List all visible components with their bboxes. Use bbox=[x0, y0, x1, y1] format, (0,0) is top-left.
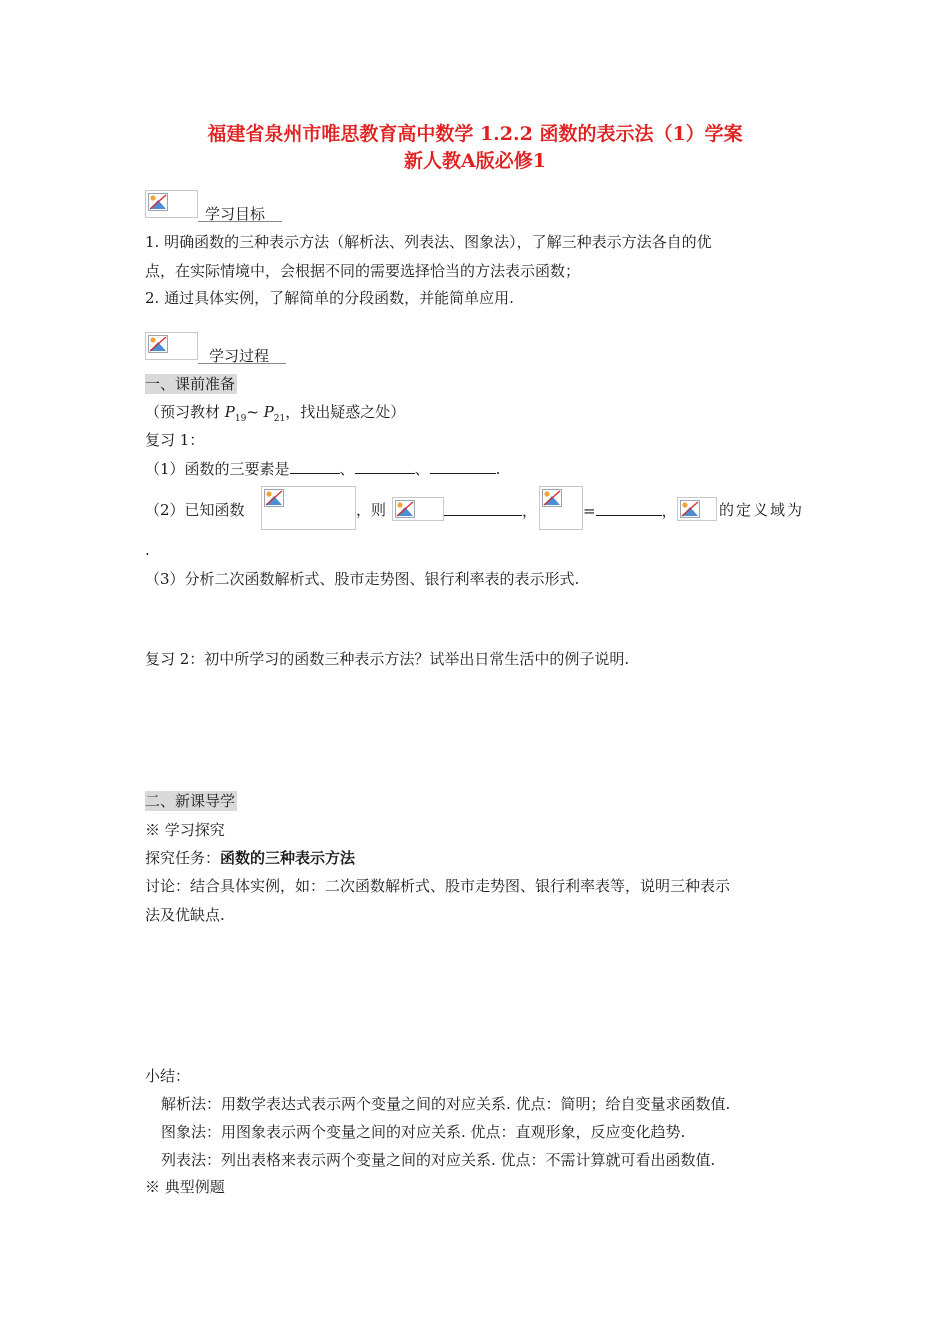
formula-image-placeholder bbox=[539, 486, 583, 530]
broken-image-icon bbox=[264, 489, 284, 507]
question1-text: （1）函数的三要素是 bbox=[145, 460, 290, 478]
broken-image-icon bbox=[542, 489, 562, 507]
goals-heading-underline bbox=[198, 221, 282, 222]
heading-image-placeholder bbox=[145, 190, 198, 218]
page-tilde: ~ bbox=[246, 403, 264, 421]
part1-heading: 一、课前准备 bbox=[145, 375, 236, 393]
preview-prefix: （预习教材 bbox=[145, 403, 225, 421]
goals-item1-line2: 点，在实际情境中，会根据不同的需要选择恰当的方法表示函数； bbox=[145, 262, 581, 280]
process-heading: 学习过程 bbox=[209, 347, 270, 365]
question2-eq: = bbox=[583, 502, 596, 520]
review1-label: 复习 1： bbox=[145, 431, 205, 449]
question2-suffix: 的定义域为 bbox=[719, 501, 805, 519]
question2-comma2: ， bbox=[661, 502, 677, 520]
review2: 复习 2：初中所学习的函数三种表示方法？试举出日常生活中的例子说明. bbox=[145, 650, 630, 668]
answer-blank bbox=[430, 458, 496, 474]
page-start-number: 19 bbox=[234, 414, 247, 424]
page-end-p: P bbox=[263, 403, 274, 421]
summary-analytic: 解析法：用数学表达式表示两个变量之间的对应关系. 优点：简明；给自变量求函数值. bbox=[161, 1095, 731, 1113]
question1 bbox=[145, 458, 500, 479]
page-end-number: 21 bbox=[273, 414, 286, 424]
formula-image-placeholder bbox=[392, 497, 444, 521]
answer-blank bbox=[290, 458, 340, 474]
broken-image-icon bbox=[148, 193, 168, 211]
question2-then: ，则 bbox=[356, 501, 387, 519]
document-title-line2: 新人教A版必修1 bbox=[404, 150, 546, 172]
task-title: 函数的三种表示方法 bbox=[220, 849, 356, 867]
question2-comma1: ， bbox=[522, 502, 538, 520]
preview-line bbox=[145, 402, 405, 429]
broken-image-icon bbox=[148, 335, 168, 353]
question1-sep2: 、 bbox=[414, 460, 430, 478]
formula-image-placeholder bbox=[677, 497, 717, 521]
formula-image-placeholder bbox=[261, 486, 356, 530]
heading-image-placeholder bbox=[145, 332, 198, 360]
goals-item1-line1: 1. 明确函数的三种表示方法（解析法、列表法、图象法），了解三种表示方法各自的优 bbox=[145, 233, 712, 251]
examples-mark: ※ 典型例题 bbox=[145, 1178, 225, 1196]
question2-period: . bbox=[145, 541, 150, 559]
page-start-p: P bbox=[224, 403, 235, 421]
summary-graph: 图象法：用图象表示两个变量之间的对应关系. 优点：直观形象，反应变化趋势. bbox=[161, 1123, 686, 1141]
question1-sep1: 、 bbox=[339, 460, 355, 478]
document-title-line1: 福建省泉州市唯思教育高中数学 1.2.2 函数的表示法（1）学案 bbox=[207, 123, 743, 145]
task-label: 探究任务： bbox=[145, 849, 221, 867]
broken-image-icon bbox=[680, 500, 700, 518]
question3: （3）分析二次函数解析式、股市走势图、银行利率表的表示形式. bbox=[145, 570, 580, 588]
discuss-line2: 法及优缺点. bbox=[145, 906, 225, 924]
explore-mark: ※ 学习探究 bbox=[145, 821, 225, 839]
question1-end: . bbox=[495, 460, 501, 478]
process-heading-underline bbox=[198, 363, 286, 364]
summary-table: 列表法：列出表格来表示两个变量之间的对应关系. 优点：不需计算就可看出函数值. bbox=[161, 1151, 716, 1169]
goals-heading: 学习目标 bbox=[205, 205, 266, 223]
explore-task bbox=[145, 848, 355, 868]
question2-prefix: （2）已知函数 bbox=[145, 501, 245, 519]
preview-suffix: ，找出疑惑之处） bbox=[285, 403, 406, 421]
discuss-line1: 讨论：结合具体实例，如：二次函数解析式、股市走势图、银行利率表等，说明三种表示 bbox=[145, 877, 731, 895]
summary-label: 小结： bbox=[145, 1067, 191, 1085]
answer-blank bbox=[596, 500, 662, 516]
answer-blank bbox=[444, 500, 522, 516]
broken-image-icon bbox=[395, 500, 415, 518]
question2-blank2-wrap bbox=[583, 500, 677, 521]
answer-blank bbox=[355, 458, 415, 474]
part2-heading: 二、新课导学 bbox=[145, 792, 236, 810]
goals-item2: 2. 通过具体实例，了解简单的分段函数，并能简单应用. bbox=[145, 289, 514, 307]
question2-blank1-wrap bbox=[444, 500, 537, 521]
